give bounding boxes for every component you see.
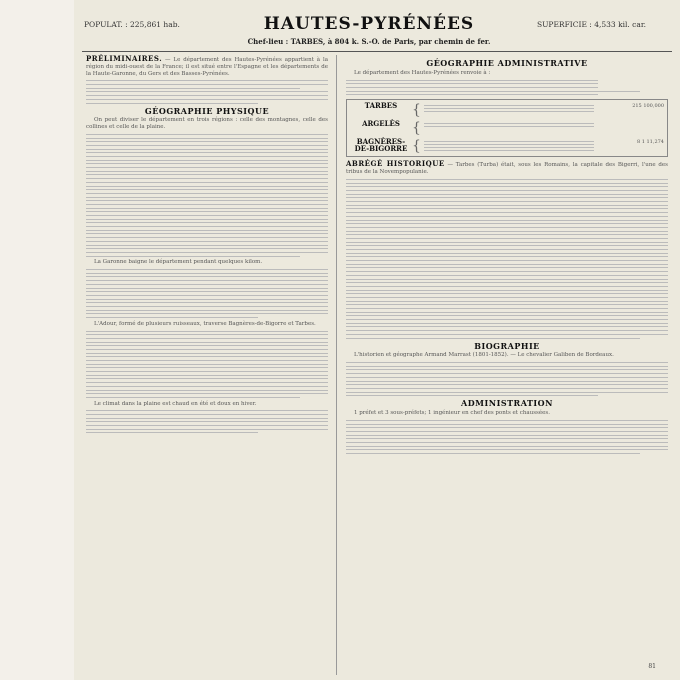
arrondissement-table: TARBES { 215 100,000 ARGELÈS { BAGNÈRES-DE-BIGORRE { 8 1 11,274 <box>346 99 668 157</box>
population-label: POPULAT. : 225,861 hab. <box>84 20 180 29</box>
prelim-heading: PRÉLIMINAIRES. <box>86 54 163 63</box>
right-column <box>346 56 668 457</box>
page-subtitle: Chef-lieu : TARBES, à 804 k. S.-O. de Paris, par chemin de fer. <box>247 37 491 46</box>
physique-text: On peut diviser le département en trois régions : celle des montagnes, celle des collines et celle de la plaine. <box>86 117 328 131</box>
left-column <box>86 56 328 436</box>
prelim-text: — Le département des Hautes-Pyrénées appartient à la région du midi-ouest de la France; il est situé entre l'Espagne et les départements de la Haute-Garonne, du Gers et des Basses-Pyrénées. <box>86 57 328 77</box>
page-header <box>74 10 674 50</box>
histoire-text: — Tarbes (Turba) était, sous les Romains, la capitale des Bigerri, l'une des tribus de la Novempopulanie. <box>346 162 669 176</box>
header-rule <box>82 51 672 52</box>
arrondissement-name: TARBES <box>364 101 398 111</box>
biographie-text: L'historien et géographe Armand Marrast (1801-1852). — Le chevalier Galiben de Bordeaux. <box>354 352 614 359</box>
atlas-page <box>74 0 680 680</box>
superficie-label: SUPERFICIE : 4,533 kil. car. <box>536 20 646 29</box>
administration-text: 1 préfet et 3 sous-préfets; 1 ingénieur en chef des ponts et chaussées. <box>354 410 550 417</box>
biographie-heading: BIOGRAPHIE <box>474 340 540 351</box>
admin-text: Le département des Hautes-Pyrénées renvoie à : <box>354 69 491 76</box>
column-divider <box>336 55 337 675</box>
page-title: HAUTES-PYRÉNÉES <box>263 14 475 34</box>
administration-heading: ADMINISTRATION <box>461 398 553 409</box>
adour-text: L'Adour, formé de plusieurs ruisseaux, traverse Bagnères-de-Bigorre et Tarbes. <box>94 320 316 327</box>
page-number: 81 <box>648 663 656 670</box>
arrondissement-name: BAGNÈRES-DE-BIGORRE <box>354 137 408 154</box>
garonne-text: La Garonne baigne le département pendant quelques kilom. <box>94 259 263 266</box>
climat-text: Le climat dans la plaine est chaud en été et doux en hiver. <box>94 400 257 407</box>
arrondissement-number: 215 100,000 <box>632 103 664 110</box>
physique-heading: GÉOGRAPHIE PHYSIQUE <box>144 105 270 116</box>
arrondissement-name: ARGELÈS <box>362 119 400 129</box>
histoire-heading: ABRÉGÉ HISTORIQUE <box>346 159 445 169</box>
arrondissement-number: 8 1 11,274 <box>636 139 664 146</box>
admin-heading: GÉOGRAPHIE ADMINISTRATIVE <box>426 58 588 68</box>
arrondissement-number <box>594 121 664 135</box>
